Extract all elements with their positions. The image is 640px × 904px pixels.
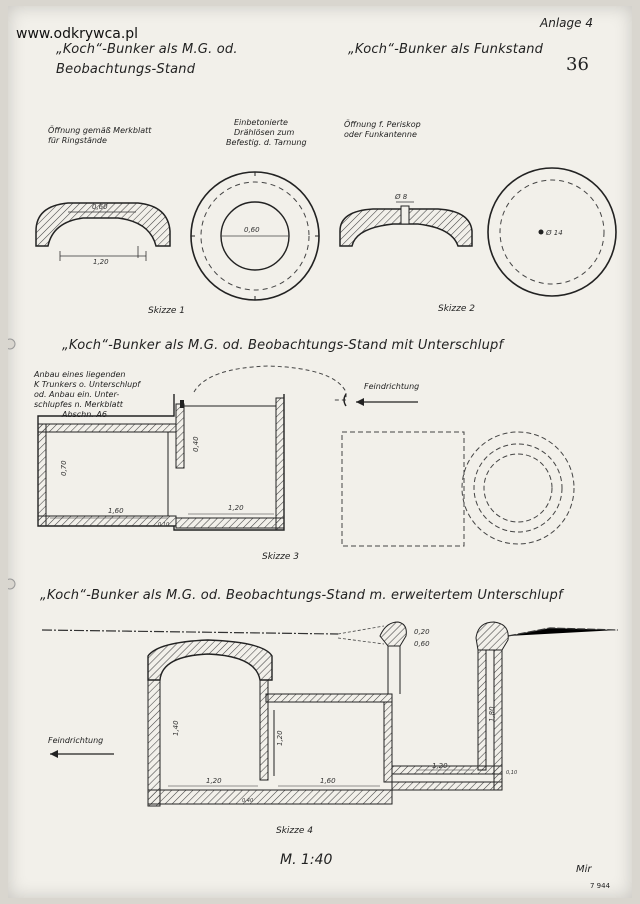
dim-060-b: 0,60	[244, 226, 260, 234]
diagram-section3	[8, 6, 632, 898]
caption-skizze1: Skizze 1	[148, 306, 185, 316]
note-periscope-line1: Öffnung f. Periskop	[344, 120, 421, 129]
skizze4-dim-010: 0,10	[506, 770, 518, 776]
skizze3-dim-040: 0,40	[192, 436, 200, 452]
watermark-text: www.odkrywca.pl	[16, 26, 139, 42]
drawing-sheet	[8, 6, 632, 898]
section1-title-left-line1: „Koch“-Bunker als M.G. od.	[56, 42, 238, 57]
dim-120-a: 1,20	[93, 258, 109, 266]
skizze4-dim-060: 0,60	[414, 640, 430, 648]
skizze4-dim-120-v: 1,20	[276, 730, 284, 746]
feindrichtung-label-skizze3: Feindrichtung	[364, 382, 420, 391]
dim-d14: Ø 14	[546, 229, 563, 237]
skizze3-dim-010: 0,10	[158, 522, 170, 528]
skizze4-dim-120-r: 1,20	[432, 762, 448, 770]
note-dowels-line1: Einbetonierte	[234, 118, 288, 127]
section1-title-right: „Koch“-Bunker als Funkstand	[348, 42, 544, 57]
signature-text: Mir	[576, 864, 592, 875]
skizze4-dim-160: 1,60	[320, 777, 336, 785]
note-dowels-line3: Befestig. d. Tarnung	[226, 138, 307, 147]
skizze4-dim-120-h: 1,20	[206, 777, 222, 785]
note-anbau-line4: schlupfes n. Merkblatt	[34, 400, 123, 409]
skizze3-dim-160: 1,60	[108, 507, 124, 515]
caption-skizze4: Skizze 4	[276, 826, 313, 836]
section3-title: „Koch“-Bunker als M.G. od. Beobachtungs-Stand m. erweitertem Unterschlupf	[40, 588, 563, 603]
note-opening-line2: für Ringstände	[48, 136, 107, 145]
scale-label: M. 1:40	[280, 852, 333, 868]
note-dowels-line2: Drählösen zum	[234, 128, 295, 137]
dim-060-a: 0,60	[92, 203, 108, 211]
caption-skizze2: Skizze 2	[438, 304, 475, 314]
skizze4-dim-040: 0,40	[242, 798, 254, 804]
caption-skizze3: Skizze 3	[262, 552, 299, 562]
section2-title: „Koch“-Bunker als M.G. od. Beobachtungs-Stand mit Unterschlupf	[62, 338, 504, 353]
skizze4-dim-140: 1,40	[172, 720, 180, 736]
feindrichtung-label-skizze4: Feindrichtung	[48, 736, 104, 745]
note-anbau-line3: od. Anbau ein. Unter-	[34, 390, 120, 399]
skizze4-dim-020: 0,20	[414, 628, 430, 636]
anlage-label: Anlage 4	[540, 16, 593, 30]
skizze3-dim-120: 1,20	[228, 504, 244, 512]
dim-d8: Ø 8	[395, 193, 408, 201]
note-anbau-line1: Anbau eines liegenden	[34, 370, 126, 379]
note-periscope-line2: oder Funkantenne	[344, 130, 417, 139]
skizze4-section-view	[42, 622, 618, 806]
note-anbau-line2: K Trunkers o. Unterschlupf	[34, 380, 141, 389]
section1-title-left-line2: Beobachtungs-Stand	[56, 62, 196, 77]
page-number: 36	[566, 54, 589, 75]
document-number: 7 944	[590, 882, 611, 890]
note-anbau-line5: Abschn. A6	[62, 410, 107, 419]
skizze3-dim-070: 0,70	[60, 460, 68, 476]
skizze4-dim-180: 1,80	[488, 706, 496, 722]
note-opening-line1: Öffnung gemäß Merkblatt	[48, 126, 152, 135]
